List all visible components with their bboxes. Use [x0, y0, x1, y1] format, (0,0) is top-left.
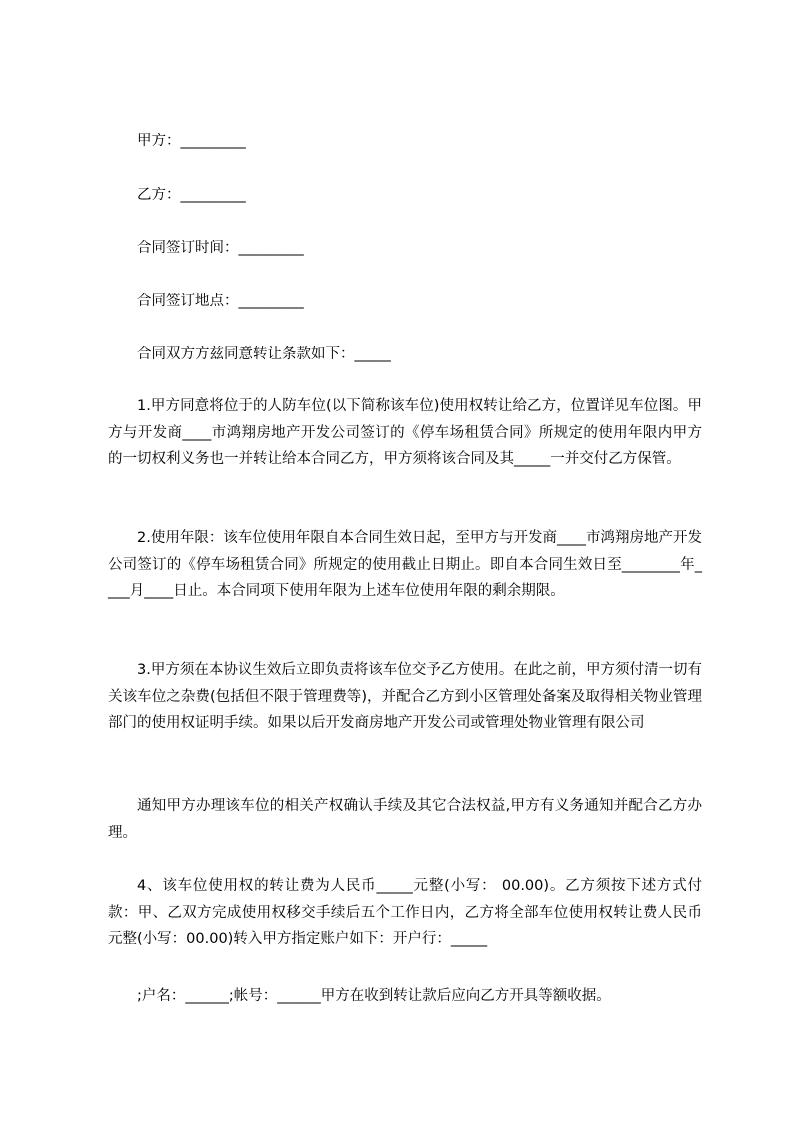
notice-paragraph: 通知甲方办理该车位的相关产权确认手续及其它合法权益,甲方有义务通知并配合乙方办理。: [108, 798, 702, 841]
party-b-line: 乙方：_________: [137, 187, 246, 203]
clause-3-paragraph: 3.甲方须在本协议生效后立即负责将该车位交予乙方使用。在此之前，甲方须付清一切有关该车位之杂费(包括但不限于管理费等)，并配合乙方到小区管理处备案及取得相关物业管理部门的使用权证明手续。如果以后开发商房地产开发公司或管理处物业管理有限公司: [108, 662, 702, 731]
account-line-paragraph: ;户名：______;帐号：______甲方在收到转让款后应向乙方开具等额收据。: [137, 988, 611, 1004]
clause-4-paragraph: 4、该车位使用权的转让费为人民币_____元整(小写： 00.00)。乙方须按下述方式付款：甲、乙双方完成使用权移交手续后五个工作日内，乙方将全部车位使用权转让费人民币元整(小写：00.00)转入甲方指定账户如下：开户行：_____: [108, 878, 702, 947]
clause-2-paragraph: 2.使用年限：该车位使用年限自本合同生效日起，至甲方与开发商____市鸿翔房地产开发公司签订的《停车场租赁合同》所规定的使用截止日期止。即自本合同生效日至________年____月____日止。本合同项下使用年限为上述车位使用年限的剩余期限。: [108, 530, 702, 599]
sign-place-line: 合同签订地点：_________: [137, 293, 304, 309]
party-a-line: 甲方：_________: [137, 133, 246, 149]
sign-time-line: 合同签订时间：_________: [137, 240, 304, 256]
agreement-intro-line: 合同双方方兹同意转让条款如下：_____: [137, 346, 391, 362]
clause-1-paragraph: 1.甲方同意将位于的人防车位(以下简称该车位)使用权转让给乙方，位置详见车位图。甲方与开发商____市鸿翔房地产开发公司签订的《停车场租赁合同》所规定的使用年限内甲方的一切权利义务也一并转让给本合同乙方，甲方须将该合同及其_____一并交付乙方保管。: [108, 398, 702, 467]
